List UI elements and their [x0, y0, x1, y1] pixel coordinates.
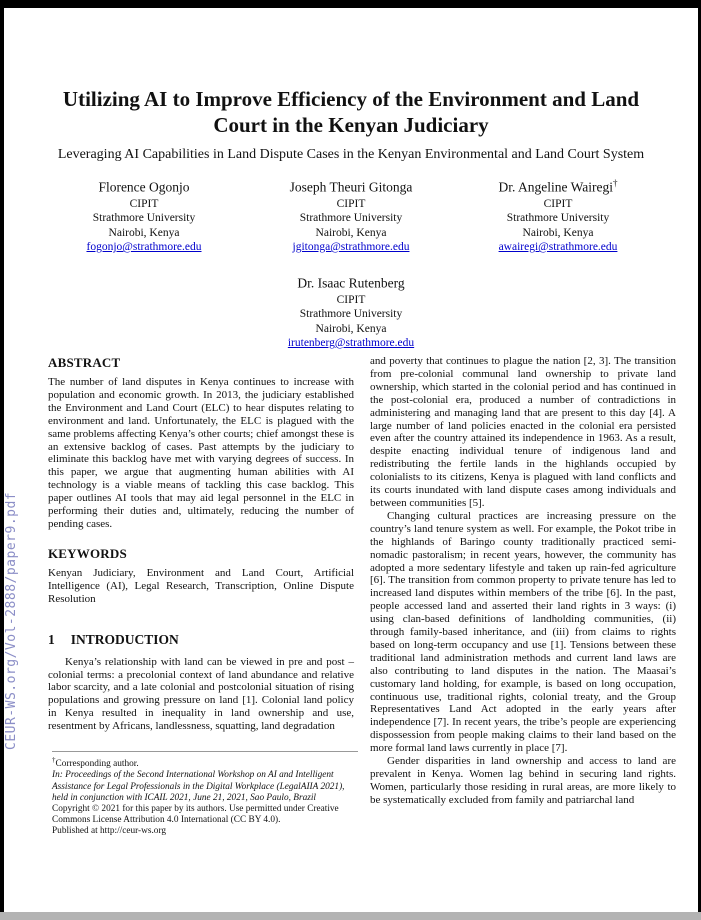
- author-name: [251, 174, 451, 197]
- author-block: [251, 270, 451, 351]
- left-column: [48, 355, 354, 807]
- authors-row: [44, 174, 658, 255]
- author-name-text: Dr. Isaac Rutenberg: [297, 275, 405, 291]
- author-university: Strathmore University: [299, 212, 403, 224]
- section-number: 1: [48, 631, 55, 647]
- author-name: [44, 174, 244, 197]
- bottom-edge-strip: [0, 912, 701, 920]
- paper-subtitle: Leveraging AI Capabilities in Land Dispute Cases in the Kenyan Environmental and Land Court System: [57, 147, 645, 162]
- body-paragraph: Changing cultural practices are increasing pressure on the country’s land tenure system as well. For example, the Pokot tribe in the highlands of Baringo county traditionally practiced semi-nomadic pastoralism; in recent years, however, the community has adopted a more sedentary lifestyle and taken up rain-fed agriculture [6]. The transition from common property to private tenure has led to increased land disputes within members of the tribe [6]. In the past, people accessed land and asserted their land rights in 3 ways: (i) using clan-based definitions of landholding communities, (ii) through family-based inheritance, and (iii) from claims to rights based on long-term occupancy and use [1]. Tensions between these traditional land administration methods and current land laws are also contributing to land disputes in the nation. The Maasai’s customary land holding, for example, is based on long occupation, continuous use, traditional rights, colonial treaty, and the Group Representatives Land Act adopted in the early years after independence [7]. In recent years, the tribe’s people are experiencing dispossession from people making claims to their land based on the more formal land laws currently in place [7].: [370, 509, 676, 755]
- author-email-link[interactable]: awairegi@strathmore.edu: [498, 241, 618, 253]
- author-name-text: Florence Ogonjo: [98, 179, 190, 195]
- author-location: Nairobi, Kenya: [108, 226, 180, 239]
- author-affiliation: CIPIT: [129, 197, 159, 210]
- footnote-proceedings: In: Proceedings of the Second International Workshop on AI and Intelligent Assistance for Legal Professionals in the Digital Workplace (LegalAIIA 2021), held in conjunction with ICAIL 2021, June 21, 2021, Sao Paulo, Brazil: [52, 770, 345, 803]
- author-university: Strathmore University: [299, 308, 403, 320]
- body-paragraph: and poverty that continues to plague the nation [2, 3]. The transition from pre-colonial communal land ownership to private land ownership, which started in the colonial period and has continued in the post-colonial era, produced a number of contradictions in administering and managing land that are present to this day [4]. A large number of land policies enacted in the colonial era persisted even after the country attained its independence in 1963. As a result, despite enacting individual tenure of indigenous land and redistributing the fertile lands in the highlands occupied by colonialists to its citizens, Kenya is plagued with land conflicts and its courts inundated with land dispute cases among individuals and between communities [5].: [370, 355, 676, 509]
- author-email-link[interactable]: irutenberg@strathmore.edu: [287, 337, 415, 349]
- paper-page: [4, 8, 698, 912]
- author-university: Strathmore University: [92, 212, 196, 224]
- author-name: [458, 174, 658, 197]
- author-block: [458, 174, 658, 255]
- footnote-block: [52, 751, 358, 838]
- author-block: [251, 174, 451, 255]
- authors-row-2: [4, 270, 698, 351]
- author-name: [251, 270, 451, 293]
- dagger-mark: †: [52, 756, 56, 764]
- footnote-copyright: Copyright © 2021 for this paper by its authors. Use permitted under Creative Commons License Attribution 4.0 International (CC BY 4.0).: [52, 803, 339, 826]
- author-university: Strathmore University: [506, 212, 610, 224]
- author-location: Nairobi, Kenya: [315, 322, 387, 335]
- footnote-corresponding: [52, 755, 358, 770]
- abstract-text: The number of land disputes in Kenya continues to increase with population and economic growth. In 2013, the judiciary established the Environment and Land Court (ELC) to hear disputes relating to environment and land. Unfortunately, the ELC is plagued with the same problems affecting Kenya’s other courts; chief amongst these is an extensive backlog of cases. Past attempts by the judiciary to eliminate this backlog have met with varying degrees of success. In this paper, we argue that augmenting human abilities with AI technology is a viable means of tackling this case backlog. This paper outlines AI tools that may aid legal personnel in the ELC in performing their duties and, ultimately, reducing the number of pending cases.: [48, 376, 354, 530]
- paper-title: Utilizing AI to Improve Efficiency of the Environment and Land Court in the Kenyan Judiciary: [62, 87, 640, 137]
- footnote-published: Published at http://ceur-ws.org: [52, 826, 167, 837]
- author-name-text: Joseph Theuri Gitonga: [289, 179, 413, 195]
- abstract-heading: ABSTRACT: [48, 355, 121, 370]
- section-title: INTRODUCTION: [70, 631, 179, 647]
- section-heading-introduction: [48, 632, 354, 648]
- author-block: [44, 174, 244, 255]
- author-email-link[interactable]: fogonjo@strathmore.edu: [86, 241, 202, 253]
- author-location: Nairobi, Kenya: [315, 226, 387, 239]
- author-name-text: Dr. Angeline Wairegi: [498, 179, 613, 195]
- author-name-suffix: †: [613, 178, 618, 188]
- footnote-corresponding-text: Corresponding author.: [55, 759, 139, 770]
- author-location: Nairobi, Kenya: [522, 226, 594, 239]
- author-affiliation: CIPIT: [543, 197, 573, 210]
- ceur-ws-watermark: CEUR-WS.org/Vol-2888/paper9.pdf: [4, 491, 19, 750]
- two-column-body: [48, 355, 676, 807]
- author-affiliation: CIPIT: [336, 293, 366, 306]
- introduction-paragraph: Kenya’s relationship with land can be viewed in pre and post – colonial terms: a precolonial context of land abundance and relative labor scarcity, and a late colonial and postcolonial situation of rising populations and growing pressure on land [1]. Colonial land policy in Kenya resulted in inequality in land ownership and use, resentment by Africans, landlessness, squatting, land degradation: [48, 655, 354, 733]
- body-paragraph: Gender disparities in land ownership and access to land are prevalent in Kenya. Women lag behind in securing land rights. Women, particularly those residing in rural areas, are more likely to be systematically excluded from family and patriarchal land: [370, 755, 676, 806]
- author-affiliation: CIPIT: [336, 197, 366, 210]
- keywords-text: Kenyan Judiciary, Environment and Land Court, Artificial Intelligence (AI), Legal Research, Transcription, Online Dispute Resolution: [48, 566, 354, 605]
- keywords-heading: KEYWORDS: [48, 545, 127, 561]
- footnote-rule: [52, 751, 358, 752]
- right-column: [370, 355, 676, 807]
- author-email-link[interactable]: jgitonga@strathmore.edu: [292, 241, 410, 253]
